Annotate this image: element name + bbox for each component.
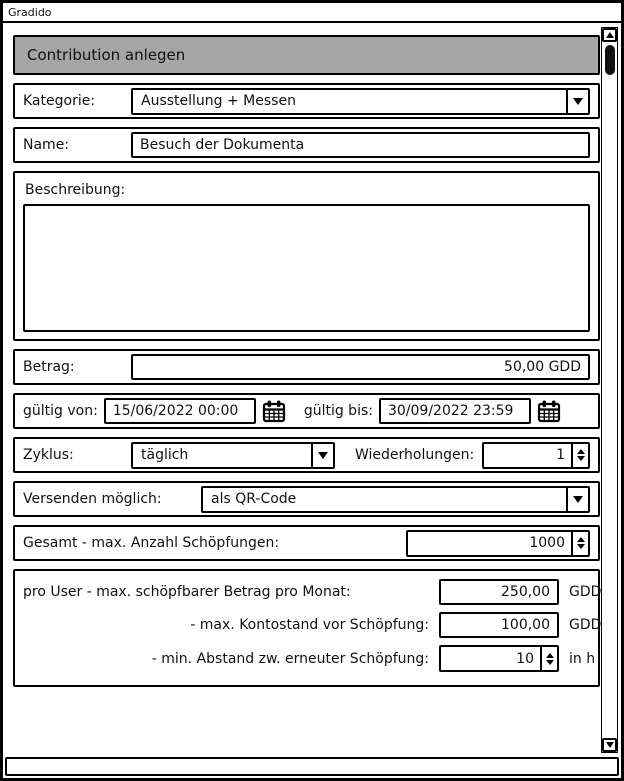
betrag-row	[13, 349, 600, 385]
horizontal-scrollbar-track[interactable]	[5, 757, 619, 776]
kategorie-label: Kategorie:	[23, 93, 96, 109]
betrag-pro-monat-label: pro User - max. schöpfbarer Betrag pro Monat:	[23, 584, 351, 600]
arrow-up-icon	[606, 32, 614, 38]
validity-row	[13, 393, 600, 429]
scroll-up-button[interactable]	[602, 28, 617, 42]
abstand-label: - min. Abstand zw. erneuter Schöpfung:	[151, 650, 429, 667]
versenden-row	[13, 481, 600, 517]
kontostand-label: - max. Kontostand vor Schöpfung:	[190, 617, 429, 633]
zyklus-row	[13, 437, 600, 473]
name-row	[13, 127, 600, 163]
wiederholungen-input[interactable]	[484, 444, 571, 467]
pro-user-section	[13, 569, 600, 687]
beschreibung-label: Beschreibung:	[25, 182, 126, 198]
calendar-icon[interactable]	[537, 399, 561, 423]
kategorie-value: Ausstellung + Messen	[141, 93, 296, 109]
vertical-scrollbar[interactable]	[601, 27, 618, 753]
arrow-down-icon	[606, 742, 614, 748]
chevron-down-icon[interactable]	[566, 488, 588, 511]
chevron-down-icon[interactable]	[311, 444, 333, 467]
up-down-stepper-icon[interactable]	[571, 444, 588, 467]
window-title: Gradido	[8, 5, 52, 19]
form-title: Contribution anlegen	[27, 46, 186, 64]
form-area	[13, 25, 600, 687]
kontostand-line	[23, 612, 602, 638]
versenden-select[interactable]	[201, 486, 590, 513]
up-down-stepper-icon[interactable]	[571, 532, 588, 555]
abstand-unit: in h	[569, 650, 596, 667]
betrag-label: Betrag:	[23, 359, 75, 375]
form-header	[13, 35, 600, 75]
name-input[interactable]	[131, 132, 590, 158]
kategorie-row	[13, 83, 600, 119]
abstand-line	[23, 645, 596, 672]
versenden-label: Versenden möglich:	[23, 491, 162, 507]
gueltig-bis-input[interactable]	[379, 398, 531, 424]
beschreibung-section	[13, 171, 600, 341]
zyklus-select[interactable]	[131, 442, 335, 469]
chevron-down-icon[interactable]	[566, 90, 588, 113]
up-down-stepper-icon[interactable]	[540, 647, 557, 670]
scroll-down-button[interactable]	[602, 738, 617, 752]
betrag-input[interactable]	[131, 354, 590, 380]
zyklus-label: Zyklus:	[23, 447, 74, 463]
gesamt-input[interactable]	[408, 532, 571, 555]
kontostand-input[interactable]	[439, 612, 559, 638]
kategorie-select[interactable]	[131, 88, 590, 115]
gesamt-label: Gesamt - max. Anzahl Schöpfungen:	[23, 535, 280, 551]
gesamt-spinner[interactable]	[406, 530, 590, 557]
zyklus-value: täglich	[141, 447, 189, 463]
beschreibung-textarea[interactable]	[23, 204, 590, 332]
calendar-icon[interactable]	[262, 399, 286, 423]
kontostand-unit: GDD	[569, 617, 602, 633]
abstand-spinner[interactable]	[439, 645, 559, 672]
gueltig-bis-label: gültig bis:	[303, 403, 373, 419]
gesamt-row	[13, 525, 600, 561]
betrag-pro-monat-unit: GDD	[569, 584, 602, 600]
wiederholungen-spinner[interactable]	[482, 442, 590, 469]
gueltig-von-input[interactable]	[104, 398, 256, 424]
wiederholungen-label: Wiederholungen:	[355, 447, 475, 463]
betrag-pro-monat-line	[23, 579, 602, 605]
abstand-input[interactable]	[441, 647, 540, 670]
versenden-value: als QR-Code	[211, 491, 297, 507]
name-label: Name:	[23, 137, 70, 153]
gueltig-von-label: gültig von:	[23, 403, 98, 419]
scrollbar-thumb[interactable]	[605, 45, 615, 75]
betrag-pro-monat-input[interactable]	[439, 579, 559, 605]
window-titlebar[interactable]	[3, 3, 621, 23]
